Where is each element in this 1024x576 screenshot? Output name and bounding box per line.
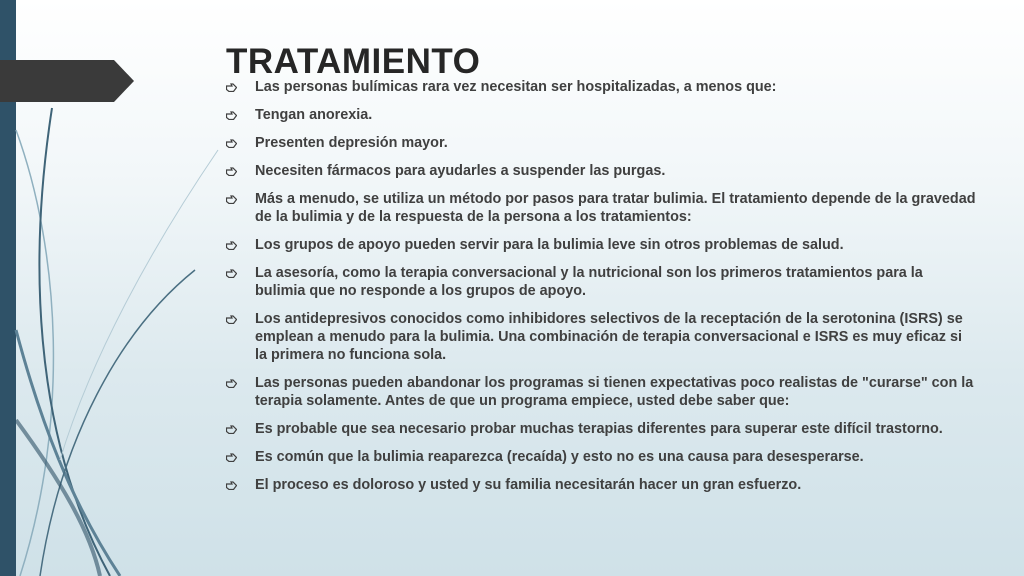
bullet-item xyxy=(226,420,976,438)
hand-pointer-icon xyxy=(226,379,237,388)
bullet-item xyxy=(226,236,976,254)
bullet-text: Más a menudo, se utiliza un método por pasos para tratar bulimia. El tratamiento depende de la gravedad de la bulimia y de la respuesta de la persona a los tratamientos: xyxy=(255,191,976,225)
bullet-item xyxy=(226,190,976,226)
bullet-item xyxy=(226,106,976,124)
hand-pointer-icon xyxy=(226,195,237,204)
bullet-item xyxy=(226,162,976,180)
bullet-item xyxy=(226,374,976,410)
bullet-item xyxy=(226,448,976,466)
hand-pointer-icon xyxy=(226,315,237,324)
hand-pointer-icon xyxy=(226,167,237,176)
bullet-item xyxy=(226,78,976,96)
bullet-text: Las personas bulímicas rara vez necesitan ser hospitalizadas, a menos que: xyxy=(255,79,777,95)
bullet-text: Tengan anorexia. xyxy=(255,107,373,123)
bullet-item xyxy=(226,476,976,494)
hand-pointer-icon xyxy=(226,425,237,434)
bullet-item xyxy=(226,134,976,152)
bullet-list xyxy=(226,78,976,504)
title-arrow-shape xyxy=(0,60,134,102)
bullet-text: El proceso es doloroso y usted y su familia necesitarán hacer un gran esfuerzo. xyxy=(255,477,802,493)
hand-pointer-icon xyxy=(226,269,237,278)
hand-pointer-icon xyxy=(226,111,237,120)
bullet-text: Presenten depresión mayor. xyxy=(255,135,448,151)
bullet-text: Los antidepresivos conocidos como inhibidores selectivos de la receptación de la serotonina (ISRS) se emplean a menudo para la bulimia. Una combinación de terapia conversacional e ISRS es muy eficaz si la primera no funciona sola. xyxy=(255,311,963,363)
hand-pointer-icon xyxy=(226,241,237,250)
bullet-text: La asesoría, como la terapia conversacional y la nutricional son los primeros tratamientos para la bulimia que no responde a los grupos de apoyo. xyxy=(255,265,923,299)
hand-pointer-icon xyxy=(226,481,237,490)
bullet-text: Es común que la bulimia reaparezca (recaída) y esto no es una causa para desesperarse. xyxy=(255,449,864,465)
hand-pointer-icon xyxy=(226,453,237,462)
bullet-item xyxy=(226,264,976,300)
bullet-item xyxy=(226,310,976,364)
bullet-text: Las personas pueden abandonar los programas si tienen expectativas poco realistas de "curarse" con la terapia solamente. Antes de que un programa empiece, usted debe saber que: xyxy=(255,375,974,409)
hand-pointer-icon xyxy=(226,83,237,92)
bullet-text: Los grupos de apoyo pueden servir para la bulimia leve sin otros problemas de salud. xyxy=(255,237,844,253)
bullet-text: Es probable que sea necesario probar muchas terapias diferentes para superar este difícil trastorno. xyxy=(255,421,943,437)
hand-pointer-icon xyxy=(226,139,237,148)
bullet-text: Necesiten fármacos para ayudarles a suspender las purgas. xyxy=(255,163,666,179)
slide-title: TRATAMIENTO xyxy=(226,42,481,81)
